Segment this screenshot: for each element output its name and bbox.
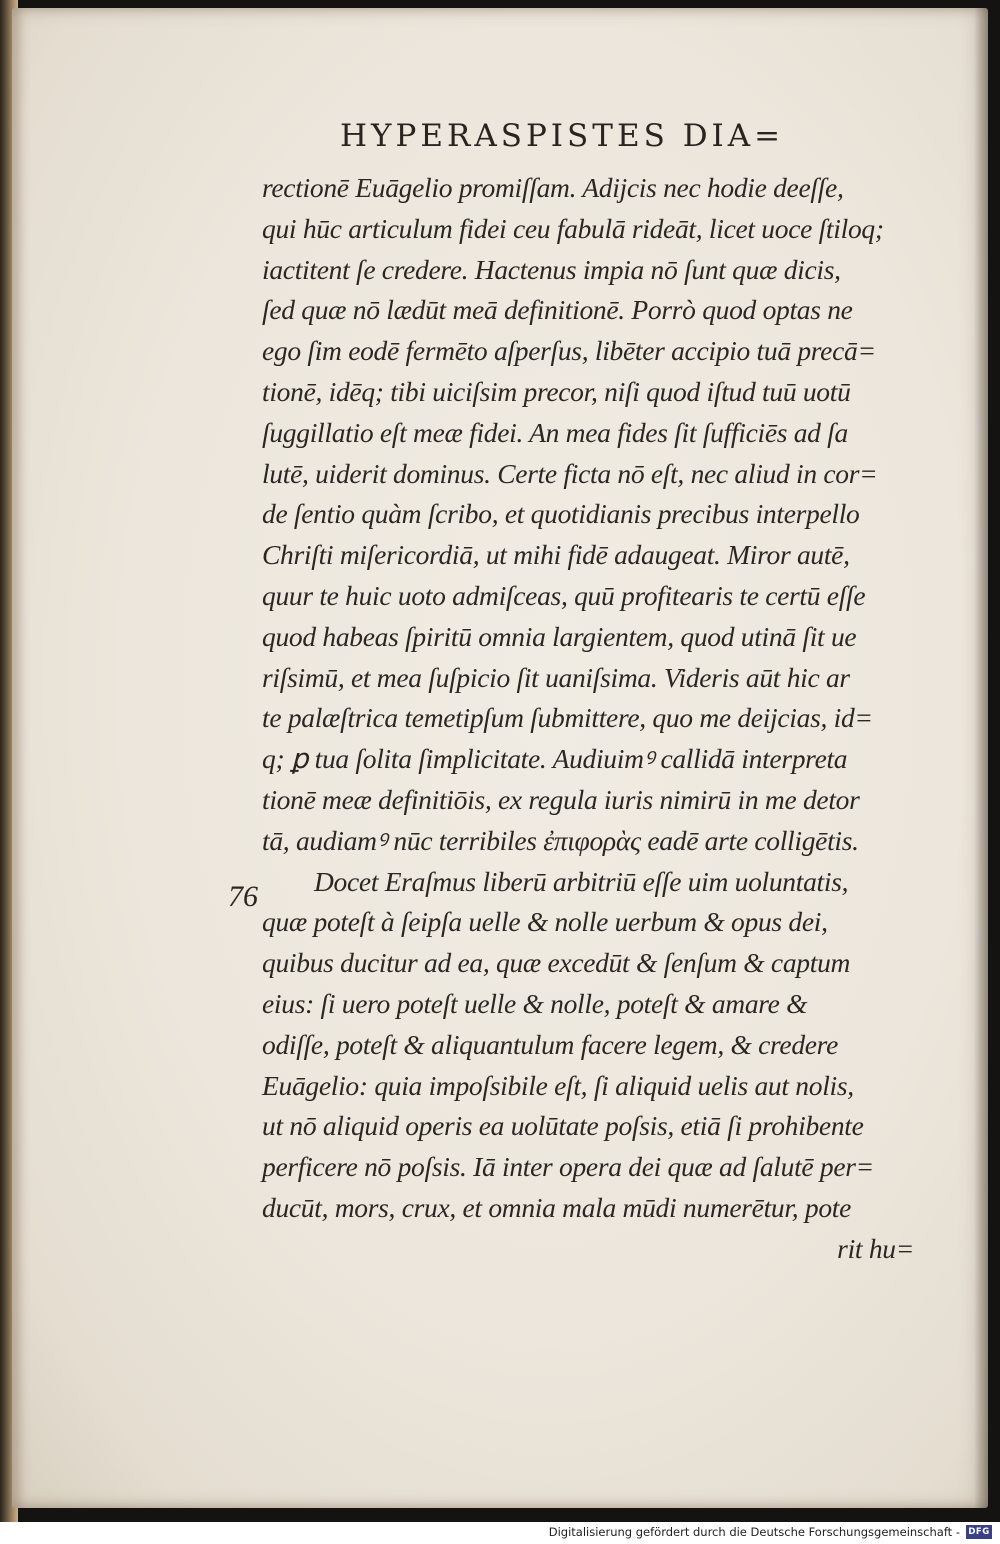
text-line: eius: ſi uero poteſt uelle & nolle, poteſt & amare & [262,987,808,1019]
text-line: te palæſtrica temetipſum ſubmittere, quo me deijcias, id= [262,702,873,734]
dfg-logo-icon: DFG [966,1525,992,1539]
page-shadow-edge [974,8,988,1508]
text-line: Euāgelio: quia impoſsibile eſt, ſi aliquid uelis aut nolis, [262,1069,854,1101]
text-line: tionē meæ definitiōis, ex regula iuris nimirū in me detor [262,783,860,815]
catchword: rit hu= [837,1232,914,1264]
text-line: q; ꝑ tua ſolita ſimplicitate. Audiuimꝰ callidā interpreta [262,743,848,775]
text-line: ſed quæ nō lædūt meā definitionē. Porrò quod optas ne [262,294,853,326]
text-line: Chriſti miſericordiā, ut mihi fidē adaugeat. Miror autē, [262,539,850,571]
text-line: Docet Eraſmus liberū arbitriū eſſe uim uoluntatis, [314,865,849,897]
text-line: quæ poteſt à ſeipſa uelle & nolle uerbum & opus dei, [262,906,828,938]
text-line: ducūt, mors, crux, et omnia mala mūdi numerētur, pote [262,1191,852,1223]
text-line: de ſentio quàm ſcribo, et quotidianis precibus interpello [262,498,860,530]
text-line: qui hūc articulum fidei ceu fabulā rideāt, licet uoce ſtiloq; [262,212,884,244]
running-head: HYPERASPISTES DIA= [340,118,785,154]
text-line: quod habeas ſpiritū omnia largientem, quod utinā ſit ue [262,620,857,652]
text-line: perficere nō poſsis. Iā inter opera dei quæ ad ſalutē per= [262,1151,874,1183]
text-line: iactitent ſe credere. Hactenus impia nō ſunt quæ dicis, [262,253,841,285]
text-line: quibus ducitur ad ea, quæ excedūt & ſenſum & captum [262,947,851,979]
marginal-number: 76 [228,880,258,913]
text-line: tionē, idēq; tibi uiciſsim precor, niſi quod iſtud tuū uotū [262,375,851,407]
text-line: tā, audiamꝰ nūc terribiles ἐπιφορὰς eadē arte colligētis. [262,824,859,856]
text-line: quur te huic uoto admiſceas, quū profitearis te certū eſſe [262,579,866,611]
text-line: ut nō aliquid operis ea uolūtate poſsis, etiā ſi prohibente [262,1110,864,1142]
body-text [262,168,942,1270]
text-line: ego ſim eodē fermēto aſperſus, libēter accipio tuā precā= [262,335,876,367]
text-line: rectionē Euāgelio promiſſam. Adijcis nec hodie deeſſe, [262,172,844,203]
text-line: ſuggillatio eſt meæ fidei. An mea fides ſit ſufficiēs ad ſa [262,416,848,448]
footer-credit: Digitalisierung gefördert durch die Deutsche Forschungsgemeinschaft - [548,1525,960,1539]
text-line: lutē, uiderit dominus. Certe ficta nō eſt, nec aliud in cor= [262,457,878,489]
text-line: riſsimū, et mea ſuſpicio ſit uaniſsima. Videris aūt hic ar [262,661,850,693]
footer-bar [0,1522,1000,1544]
text-line: odiſſe, poteſt & aliquantulum facere legem, & credere [262,1028,838,1060]
